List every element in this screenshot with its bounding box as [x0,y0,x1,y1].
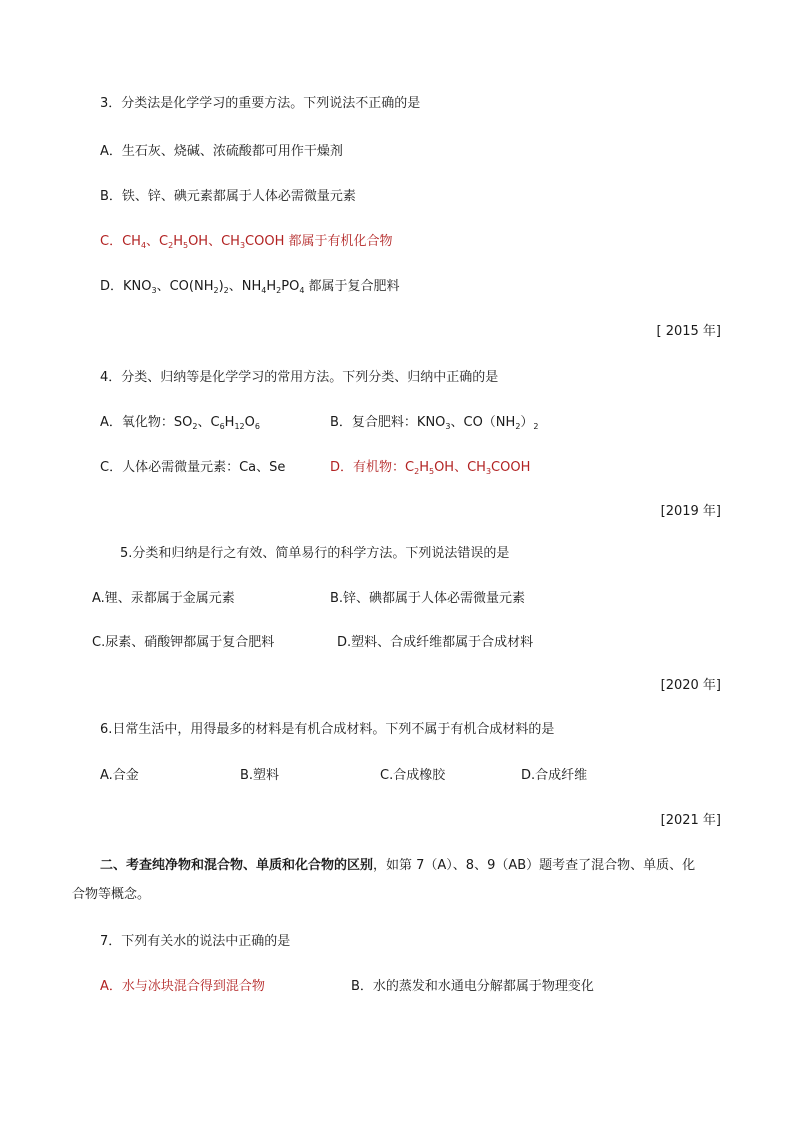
q7-stem: 7．下列有关水的说法中正确的是 [100,934,291,949]
q6-option-a: A.合金 [100,768,139,783]
q7-option-a: A．水与冰块混合得到混合物 [100,979,265,994]
q3-year: [ 2015 年] [656,324,721,339]
q4-option-b: B．复合肥料：$KNO_3$、$CO(NH_2)_2$ [330,415,539,431]
section2-heading-cont: 合物等概念。 [72,887,151,902]
q4-year: [2019 年] [660,504,721,519]
q3-option-c: C．$CH_4$、$C_2H_5OH$、$CH_3COOH$ 都属于有机化合物 [100,234,393,250]
q4-option-c: C．人体必需微量元素：Ca、Se [100,460,286,475]
q3-option-a: A．生石灰、烧碱、浓硫酸都可用作干燥剂 [100,144,343,159]
q5-stem: 5.分类和归纳是行之有效、简单易行的科学方法。下列说法错误的是 [120,546,510,561]
q4-option-a: A．氧化物：$SO_2$、$C_6H_{12}O_6$ [100,415,260,431]
q6-option-c: C.合成橡胶 [380,768,446,783]
q5-year: [2020 年] [660,678,721,693]
q4-stem: 4．分类、归纳等是化学学习的常用方法。下列分类、归纳中正确的是 [100,370,499,385]
q3-stem: 3．分类法是化学学习的重要方法。下列说法不正确的是 [100,96,421,111]
q5-option-c: C.尿素、硝酸钾都属于复合肥料 [92,635,275,650]
q3-option-b: B．铁、锌、碘元素都属于人体必需微量元素 [100,189,356,204]
q6-option-b: B.塑料 [240,768,280,783]
q5-option-b: B.锌、碘都属于人体必需微量元素 [330,591,526,606]
q6-year: [2021 年] [660,813,721,828]
q5-option-a: A.锂、汞都属于金属元素 [92,591,235,606]
q7-option-b: B．水的蒸发和水通电分解都属于物理变化 [351,979,594,994]
q4-option-d: D．有机物：$C_2H_5OH$、$CH_3COOH$ [330,460,531,476]
q6-option-d: D.合成纤维 [521,768,588,783]
q3-option-d: D．$KNO_3$、$CO(NH_2)_2$、$NH_4H_2PO_4$ 都属于复合肥料 [100,279,400,295]
q6-stem: 6.日常生活中，用得最多的材料是有机合成材料。下列不属于有机合成材料的是 [100,722,555,737]
q5-option-d: D.塑料、合成纤维都属于合成材料 [337,635,534,650]
section2-heading: 二、考查纯净物和混合物、单质和化合物的区别，如第 7（A）、8、9（AB）题考查了混合物、单质、化 [100,858,696,873]
